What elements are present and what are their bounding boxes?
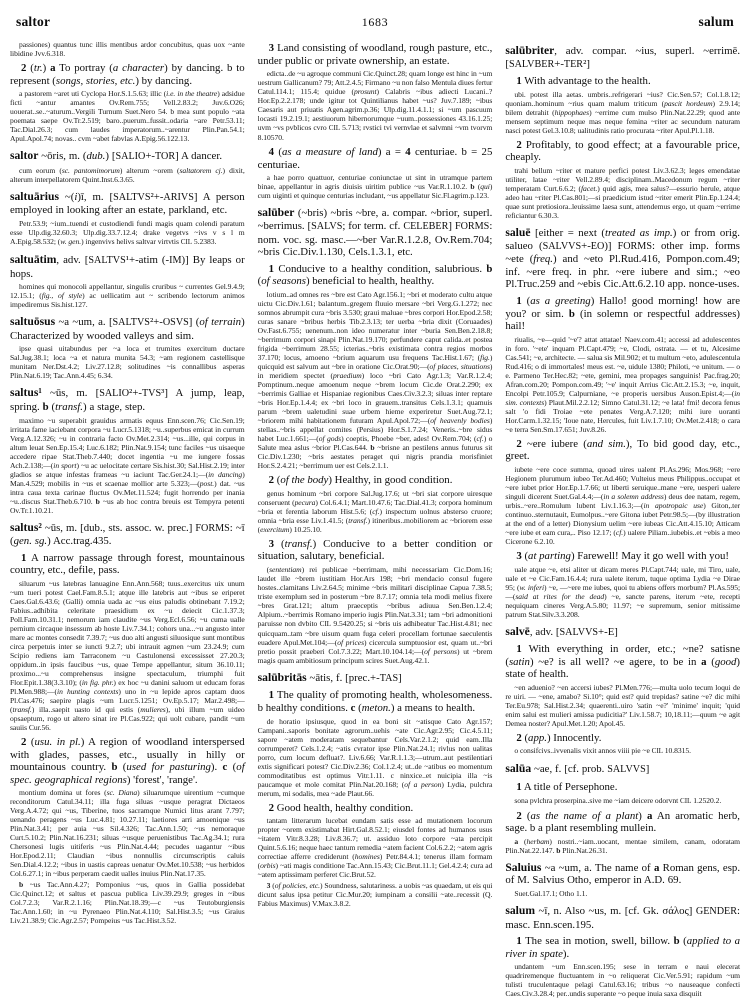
citation-block: riualis, ~e—quid '~e'? attat attatae! Naev.com.41; accessi ad adulescentes in foro. '~ete' inquam Pl.Capt.479; ~e, Clodi, ostrata. — et tu, Alcesime Cas.541; ~e, architecte. — salua sis Mil.902; et tu multum ~eto, adulescentula Rud.416; o di immortales! meus est. ~e, uidule 1380; Philoti, ~e unitum. — o e. Parmeno Ter.Hec.82; ~ete, gemini, mea propages sanguinis! Pac.frag.20; Afran.com.20; Pompon.com.49; '~e' inquit Arrius Cic.Att.2.15.3; ~e, inquit, Encolpi Petr.105.9; Calpurniane, ~e properis uersibus Auson.Epist.4;—(in sim. contexts) Plaut.Mil.2.2.12; Simno Catul.31.12; ~e lata! fmi! decora fenus salt 'o fidi Troiae ~ete penates Verg.A.7.120; mihi iure uoranti Hor.Carm.1.32.15; 'Ioue nate, Hercules, fuit Liv.1.7.10; Ov.Met.2.418; o cara ~e terra Sen.Sm.17.651; Juv.8.26. <box>505 334 741 434</box>
citation-block: (sententiam) rei publicae ~berrimam, mihi necessariam Cic.Dom.16; laudet ille ~brem iustitiam Hor.Ars 198; ~bri mendacio consul fugere hostes..clamitans Liv.2.64.5; minime ~bris militari disciplinae Capua 7.38.5; triste exemplum sed in posterum ~bre 8.7.17; omnia tela modi melius fixere ~bres Grat.121; altum praeceptis ~bribus adiuua Sen.Ben.1.2.4; Alpium..~berrimis Romano imperio iugis Plin.Nat.3.31; tam ~bri admonitioni paruisse non dvbito CIL 9.5420.25; si ~bris uis adhibeatur Tac.Hist.4.81; nec quicquam..tam ~bre uisum quam fuga celeri procellam fortunae saeculentis euadere Apul.Met.104;—(of prices) cicercula sumptuosior est, quam ut..~bri pretio possit praeberi Col.7.3.22; Mart.10.104.14;—(of persons) ut ~brem magis quam ambitiosum principum scires Suet.Aug.42.1. <box>257 564 493 665</box>
citation-block: undantem ~um Enn.scen.195; sese in terram e naui elecerat quadriremenque fluctuantem in ~o reliquerat Cic.Ver.5.91; rapidum ~um tulisti truculentaque pelagi Catul.63.16; tribus ~o nauseaque confecti Caes.Civ.3.28.4; per..undis superante ~o peque inuia saxa disquiit <box>505 962 741 998</box>
citation-block: siluarum ~us latebras lanuagine Enn.Ann.568; tuus..exercitus uix unum ~um tueri potest Cael.Fam.8.5.1; atque ille latebris aut ~ibus se eriperet Caes.Gal.6.43.6; (Galli) omnia uada ac ~us eius paludis obtinebant 7.19.2; Fabius..adhibita celeritate praesidium ex ~u deiecit Cic.1.37.3; Poll.Fam.10.31.1; nemorum iam claudite ~us Verg.Ecl.6.56; ~u cuma ualle pernium circaque insessum ab hoste Liv.7.34.1; cohors una...~u angusto inter mare ac montes consedit 7.39.7; ~us duo alti angusti siluosique sunt montibus circa perpetuis inter se iuncti 9.2.7; ubi intrauit agmen ~um 23.24.9; cum Scipio rediens iam Tarraconem ~u Castulonensi excessisset 27.20.3; oppidum..in ipsis faucibus ~us, quae Tempe appellantur, situm 36.10.11; proximo...~u comprehensus insigne spectaculum, triumphi fuit Flor.Epit.1.38(3.3.10); (in fig. phr.) ex hoc ~u danini saluom ut educam foras Pl.Men.988;—(in hunting contexts) uno in ~u lepide apros captam duos Pl.Cas.476; saepire plagis ~um Lucr.5.1251; Ov.Ep.5.17; Mar.2.498;—(transf.) illa..saepit uasto id qui estis (mulieres), ubi illum ~um uideo opsaeptum, rogo ut altero sinat ire Pl.Cas.922; qui uolt cubare, pandit ~um sauiis Cur.56. <box>10 578 245 732</box>
citation-block: 3 (of policies, etc.) Soundness, salutariness. a uobis ~as quaedam, ut eis qui dicunt salus ipsa petitur Cic.Mur.20; iumpinam a consilii ~ate..recessit (Q. Fabius Maximus) V.Max.3.8.2. <box>257 881 493 909</box>
sense-definition: 1 Conducive to a healthy condition, salubrious. b (of seasons) beneficial to health, healthy. <box>257 262 493 288</box>
entry-headword-line <box>505 763 740 777</box>
headword-grammar: ~ūs, m. [SALIO²+-TVS³] A jump, leap, spring. b (transf.) a stage, step. <box>10 387 245 413</box>
text-column-middle <box>258 38 493 963</box>
headword: salvē <box>505 624 530 638</box>
citation-block: passiones) quantus tunc illis mentibus ardor concubitus, quas uox ~ante libidine Jvv.6.318. <box>10 40 245 58</box>
headword: saltor <box>10 149 39 163</box>
headword-grammar: , adv. compar. ~ius, superl. ~errimē. [SALVBER+-TER²] <box>505 45 741 70</box>
headword-grammar: [either = next (treated as imp.) or from orig. salueo (SALVVS+-EO)] FORMS: other imp. forms ~ete (freq.) and ~eto Pl.Rud.416, Pompon.com.49; inf. ~ere freq. in phr. ~ere iubere and sim.; ~eo Pl.Truc.259 and ~ebis Cic.Att.6.2.10 app. nonce-uses. <box>505 226 741 291</box>
headword-grammar: ~ūs, m. [dub., sts. assoc. w. prec.] FORMS: ~ī (gen. sg.) Acc.trag.435. <box>10 521 245 548</box>
headword: salūa <box>505 762 532 776</box>
page-number: 1683 <box>361 15 389 29</box>
citation-block: ubi. potest illa aetas. umbris..refrigerari ~ius? Cic.Sen.57; Col.1.8.12; quoniam..hominum ~rius quam malum triticum (pascit hordeum) 2.9.14; bilem detrahit (hippophaes) ~errime cum mulso Plin.Nat.22.29; quod ante mensem septimum neque mas neque femina ~riter ac secundum naturam nasci potest Gel.3.10.8; ualitudinis ratio procurata ~riter Apul.Pl.1.18. <box>505 89 741 135</box>
citation-block: lotium..ad omnes res ~bre est Cato Agr.156.1; ~bri et moderato cultu atque uictu Cic.Div.1.61; balantum..gregem fluuio mersare ~bri Verg.G.1.272; nec somnos abrumpit cura ~bris 3.530; graui maluae ~bres corpori Hor.Epod.2.58; curas sanare ~bribus herbis Tib.2.3.13; ter uerba ~bria dixit (Coruaades) Ov.Fast.6.755; uenenum..non ideo numeratur inter ~buria Sen.Ben.2.18.8; ~berrimum corpori sinapi Plin.Nat.19.170; perfundere caput calida..et postea frigida ~berrimum 28.55; icterias..~bris existimata contra regios morbos 37.170; locus, amoeno ~brium aquarum usu frequens Tac.Hist.1.67; (fig.) quicquid est salvum aut ~bre in oratione Cic.Orat.90;—(of places, situations) in meridiem spectet (praedium) loco ~bri Cato Agr.1.3; Var.R.1.2.4; Pomptinum..neque amoenum neque ~brem locum Cic.de Orat.2.290; ex ~berrimis Galliae et Hispaniae regionibus Caes.Civ.3.2.3; siluas inter reptare ~bris Hor.Ep.1.4.4; ex ~bri loco in grauem..transitus Cels.1.3.1; quamuis parum ~brem ualetudini suae urbem hieme experiretur Suet.Aug.72.1; ~briorem mihi habitationem futuram Apul.Apol.72;—(of heavenly bodies) stellas..~bris appellat comites (Persius) Hor.S.1.7.24; Veneris..~bre sidus habet Luc.1.661;—(of gods) coeptis, Phoebe ~ber, ades! Ov.Rem.704; (cf.) o Salute mea aslus ~brior Pl.Cas.644. b ~brisne an pestilens annus futurus sit Cic.Div.1.230; ~bris aestates peraget qui nigris prandia morisfiniet Hor.S.2.4.21; ~berrimum uer est Cels.2.1.1. <box>257 289 493 470</box>
entry-headword-line <box>10 387 245 413</box>
citation-block: sona pvlchra proserpina..sive me ~iam deicere odorvnt CIL 1.2520.2. <box>514 795 722 805</box>
sense-definition: 2 Profitably, to good effect; at a favourable price, cheaply. <box>505 138 741 164</box>
citation-block: a hae porro quattuor, centuriae coniunctae ut sint in utramque partem binae, appellantur in agris diuisis uiritim publice ~us Var.R.1.10.2. b (qui) cum uiginti et quinque centurias includant, ~us appellatur Sic.Fl.agrim.p.123. <box>257 173 493 201</box>
headword-grammar: ~ōris, m. (dub.) [SALIO+-TOR] A dancer. <box>38 150 223 163</box>
citation-block: ipse quasi uitabundus per ~a loca et trumites exercitum ductare Sal.Jug.38.1; loca ~a et natura munita 54.3; ~am regionem castellisque munitam Ner.Dst.4.2; Liv.27.12.8; solitudines ~is connallibus asperas Plin.Nat.6.19; Tac.Ann.4.45; 6.34. <box>10 344 245 381</box>
entry-headword-line <box>10 522 245 548</box>
sense-definition: 1 With advantage to the health. <box>516 75 651 88</box>
sense-definition: 2 (as the name of a plant) a An aromatic herb, sage. b a plant resembling mullein. <box>505 809 741 835</box>
headword-grammar: ~(i)ī, m. [SALTVS²+-ARIVS] A person employed in looking after an estate, parkland, etc. <box>10 190 245 217</box>
sense-definition: 2 (app.) Innocently. <box>516 731 602 744</box>
column-container <box>10 38 741 998</box>
headword: saltuārius <box>10 189 59 203</box>
sense-definition: 2 Good health, healthy condition. <box>268 801 414 814</box>
headword: salūber <box>257 206 295 220</box>
headword-grammar: , adv. [SALVVS+-E] <box>529 625 618 638</box>
sense-definition: 2 (usu. in pl.) A region of woodland interspersed with glades, passes, etc., usually in hilly or mountainous country. b (used for pasturing). c (of spec. geographical regions) 'forest', 'range'. <box>10 735 245 786</box>
headword-grammar: ~ātis, f. [prec.+-TAS] <box>306 671 402 684</box>
citation-block: edicta..de ~u agroque communi Cic.Quinct.28; quam longe est hinc in ~um uestrum Gallicanum? 79; Att.2.4.5; Firmano ~u non falso Mentula diues fertur Catul.114.1; 115.4; quidue (prosunt) Calabris ~ibus adiecti Lucani..? Hor.Ep.2.2.178; unde igitur tot Quintilianus habet ~us? Juv.7.189; ~ibus Caesaris aut priuatis Agen.agrim.p.36; Ulp.dig.11.4.1.1; si ~um pascuum locasti 19.2.19.1; aestiuorum hibernorumque ~uum..possessiones 43.16.1.25; uvm ~vs pvblicos cvro CIL 5.713; rvstici tvi vernvlae et salvmni ~vm tvorvm 8.10570. <box>257 69 493 143</box>
headword-grammar: ~a ~um, a. [SALTVS²+-OSVS] (of terrain) Characterized by wooded valleys and sim. <box>10 316 245 342</box>
citation-block: montium domina ut fores (sc. Diana) siluarumque uirentium ~cumque reconditorum Catul.34.11; illa fuga siluas ~usque peragrat Dictaeos Verg.A.4.72; qui ~us, Tiberine, tuos sacramque Numici litus arant 7.797; uenando peragens ~us Luc.4.81; 10.27.11; laetiores arri amoenique ~us Plin.Nat.3.41; per auia ~us Sil.4.326; Tac.Ann.1.50; ~us nemoraque Curt.5.10.2; Plin.Nat.16.231; siluas ~usque peruenistibus Tac.Ag.34.1; rura Chersonesi lugis uitiferis ~us Plin.Nat.4.44; pecudes uagantur ~ibus Hor.Epod.2.11; Claudian ~ibus nonnullis circumscriptis caluis Sen.Dial.4.12.2; ~ibus in uastis capreas uenatur Ov.Met.10.538; ~us herbidos Col.6.27.1; in ~ibus perperam caedit ualles inuius Plin.Nat.17.35. <box>10 788 245 879</box>
headword: salum <box>505 904 535 918</box>
headword: Saluius <box>505 860 542 874</box>
sense-definition: 3 Land consisting of woodland, rough pasture, etc., under public or private ownership, an estate. <box>257 42 493 67</box>
entry-headword-line <box>258 207 493 258</box>
running-head-left: saltor <box>16 14 51 29</box>
sense-definition: 2 ~ere iubere (and sim.), To bid good day, etc., greet. <box>505 437 741 463</box>
entry-headword-line <box>505 905 740 931</box>
citation-block: Petr.53.9; ~ium..tuendi et custodiendi fundi magis quam colendi paratum esse Ulp.dig.32.60.3; Ulp.dig.33.7.12.4; drake vegetvs ~ivs v s l m A.Epig.58.532; (w. gen.) ingenvivs helivs saltvar virtvtis CIL 5.2383. <box>10 218 245 246</box>
citation-block: tantam litterarum lucebat eundam satis esse ad mutationem locorum propter ~orem existimabat Hirt.Gal.8.52.1; eiusdel fontes ad humanos usus ~itatem Vitr.8.3.28; Liv.8.36.7; ut. assiduo loto corpore ~ata percipit Quint.5.6.16; neque haec tantum remedia ~atem facient Col.6.2.2; ~atem agris correctiae afferre crediderunt (homines) Petr.84.4.1; tenerus illam formam (orbis) ~ati magis conditione Tac.Ann.15.43; Cic.Brut.11.1; Gel.4.2.4; cura ad ~atem aptissimam perferet Cic.Brut.52. <box>257 816 493 880</box>
running-head-right: salum <box>698 14 734 29</box>
sense-definition: 1 The sea in motion, swell, billow. b (applied to a river in spate). <box>505 935 741 960</box>
sense-definition: 3 (at parting) Farewell! May it go well with you! <box>516 549 729 562</box>
headword: saltuōsus <box>10 315 56 329</box>
citation-block: maximo ~u superabit grauidus armatis equus Enn.scen.76; Cic.Sen.19; irritata fame iaciebant corpora ~u Lucr.5.1318; ~u..superbus emicat in currum Verg.A.12.326; ~u in contraria facto Ov.Met.2.314; ~us...ille, qui corpus in altum leuat Sen.Ep.15.4; Luc.6.182; Plin.Nat.9.154; tunc faciles ~us uisaeque accedere ripae Stat.Theb.7.440; docet ingentia ~u me iungere fossas Ach.2.138;—(in sport) ~u ac uelocitate certare Sis.hist.30; Sal.Hist.2.19; inter gladios se atque infestas frameas ~u iaciunt Tac.Ger.24.1;—(in dancing) Man.4.529; mobilis in ~us et scaenae mollior arte 5.323;—(post.) dat. ~us intra caua texta carinae fluctus Ov.Met.11.524; fugit horrendo per inania ~u..discus Stat.Theb.6.710. b ~us ab hoc contra breuis est Tempyra petenti Ov.Tr.1.10.21. <box>10 415 245 515</box>
headword-grammar: ~ae, f. [cf. prob. SALVVS] <box>531 763 650 776</box>
citation-block: a pastorem ~aret uti Cyclopa Hor.S.1.5.63; illic (i.e. in the theatre) adsidue ficti ~antur amantes Ov.Rem.755; Vell.2.83.2; Juv.6.O26; uouerat..se..~aturum..Vergili Turnum Suet.Nero 54. b mea sunt populo ~ata poemata saepe Ov.Tr.2.519; baro..puerum..fussit..odaria ~are Petr.53.11; Tac.Dial.26.3; cum laudes imperatorum..~arentur Plin.Pan.54.1; Apul.Apol.74; novas.. cvm ~abet fabvlas A.Epig.56.122.13. <box>10 89 245 144</box>
sense-definition: 1 (as a greeting) Hallo! good morning! how are you? or sim. b (in solemn or respectful addresses) hail! <box>505 294 741 333</box>
text-column-right <box>505 38 741 998</box>
citation-block: uale atque ~e, etsi aliter ut dicam meres Pl.Capt.744; uale, mi Tiro, uale, uale et ~e Cic.Fam.16.4.4; rura ualete iterum, tuque optima Lydia ~e Dirae 95; (w. inferi) ~e, —~ere me iubes, quoi tu abiens offers morbum? Pl.As.595;—(said at rites for the dead) ~e, sancte parens, iterum ~ete, recepti nequiquam cineres Verg.A.5.80; 11.97; ~e supremum, senior mitissime patrum Stat.Silv.3.3.208. <box>505 564 741 619</box>
citation-block: o consifcivs..ivvenalis vixit annos viiii pie ~e CIL 10.8315. <box>514 746 691 756</box>
headword: salūbriter <box>505 44 555 57</box>
citation-block: cum eorum (sc. pantomimorum) alterum ~orem (saltatorem cj.) dixit, alterum interpellatorem Quint.Inst.6.3.65. <box>10 165 245 184</box>
headword-grammar: , adv. [SALTVS¹+-atim (-IM)] By leaps or hops. <box>10 253 245 280</box>
entry-headword-line <box>505 45 740 71</box>
entry-headword-line <box>505 626 740 640</box>
headword-grammar: (~bris) ~bris ~bre, a. compar. ~brior, superl. ~berrimus. [SALVS; for term. cf. CELEBER] FORMS: nom. voc. sg. masc.—~ber Var.R.1.2.8, Ov.Rem.704; ~bris Cic.Div.1.130, Cels.1.3.1, etc. <box>257 207 493 259</box>
citation-block: trahi bellum ~riter et mature perfici potest Liv.3.62.3; leges emendatae utiliter, latae ~riter Vell.2.89.4; disciplinam..Macedonum regum ~riter temperatam Curt.6.6.2; (facet.) quid agis, mea salus?—essurio herule, atque adeo hau ~riter Pl.Cas.801;—si praedicium istud ~riter emerit Plin.Ep.1.24.4; quae sunt pretiosiora..leuissime laesa sunt, attendemus ergo, ut quam ~errime reficiantur 6.30.3. <box>505 165 741 220</box>
entry-headword-line <box>10 150 245 164</box>
citation-block: Suet.Gal.17.1; Otho 1.1. <box>514 889 588 899</box>
citation-block: de horatio ipsiusque, quod in ea boni sit ~atisque Cato Agr.157; Campani..saporis bonitate agrorum..uehis ~ate Cic.Agr.2.95; Cic.4.5.11; sapore ~atem moderatam sequebantur Cels.Var.2.1.2; quid eam..Illa corrumperet? Cels.1.2.4; ~atis cvrator ipse Plin.Nat.24.1; rivlus non ualitas porro, cum locum defluat?. Liv.6.66; Var.R.1.1.3;—utrum..aut pestilentiari extis significari potest? Cic.Div.2.36; Col.1.2.4; ut..de ~atibus eo momentum commoditatibus est optimus Vitr.1.11. c ninxice..et nuicipia illa ~is paucamque et mole comitat Plin.Nat.20.168; (of a person) Lydia, pulchra merum, mi sodalis, mea ~ade Plaut.66. <box>257 716 493 798</box>
entry-headword-line <box>505 227 740 291</box>
headword: saltus² <box>10 520 42 534</box>
entry-headword-line <box>10 254 245 280</box>
headword: saltuātim <box>10 252 57 266</box>
sense-definition: 3 (transf.) Conducive to a better condition or situation, salutary, beneficial. <box>257 537 493 563</box>
citation-block: genus hominum ~bri corpore Sal.Jug.17.6; ut ~bri siat corpore uiresque conseruent (pecura) Col.6.4.1; Mart.10.47.6; Tac.Dial.41.3; corpora hominum ~bria et ferentia laborum Hist.5.6; (cf.) inspectum uolnus absterso cruore; omnia ~bria esse Liv.1.41.5; (transf.) itineribus..mobiliorem ac ~briorem esse (exercitum) 10.25.10. <box>257 488 493 534</box>
headword: salūbritās <box>257 670 307 684</box>
entry-headword-line <box>10 316 245 342</box>
headword: saltus¹ <box>10 386 42 400</box>
citation-block: a (herbam) nostri..~iam..uocant, mentae similem, canam, odoratam Plin.Nat.22.147. b Plin.Nat.26.31. <box>505 836 741 855</box>
sense-definition: 1 A narrow passage through forest, mountainous country, etc., defile, pass. <box>10 551 245 577</box>
text-column-left <box>10 38 245 963</box>
headword-grammar: ~ī, n. Also ~us, m. [cf. Gk. σάλος] GENDER: masc. Enn.scen.195. <box>505 905 741 931</box>
entry-headword-line <box>258 672 493 686</box>
sense-definition: 1 With everything in order, etc.; ~ne? satisne (satin) ~e? is all well? ~e agere, to be in a (good) state of health. <box>505 643 741 681</box>
citation-block: homines qui monocoli appellantur, singulis cruribus ~ currentes Gel.9.4.9; 12.15.1; (fig., of style) ac uellicatim aut ~ scribendo lectorum animos impediremus Sis.hist.127. <box>10 282 245 310</box>
sense-definition: 1 The quality of promoting health, wholesomeness. b healthy conditions. c (meton.) a means to health. <box>257 689 493 714</box>
sense-definition: 1 A title of Persephone. <box>516 781 618 794</box>
sense-definition: 4 (as a measure of land) a = 4 centuriae. b = 25 centuriae. <box>257 146 493 171</box>
running-head <box>10 14 740 32</box>
sense-definition: 2 (of the body) Healthy, in good condition. <box>268 473 453 486</box>
citation-block: b ~us Tac.Ann.4.27; Pomponius ~us, quos in Gallia possidebat Cic.Quinct.12; et saltus et pascua publica Liv.39.29.9; greges in ~ibus Col.7.2.3; Var.R.2.1.16; Plin.Nat.18.39;—c ~us Teutoburgiensis Tac.Ann.1.60; in ~u Pyrenaeo Plin.Nat.4.110; Sal.Hist.3.5; ~us Graius Liv.21.38.9; Cic.Agr.2.57; Pompeius ~us Tac.Hist.3.52. <box>10 880 245 926</box>
citation-block: iubete ~ere coce summa, quoad uires ualent Pl.As.296; Mos.968; ~ere Hegionem plurumum iubeo Ter.Ad.460; Vulteius meus Philippus..occupat et ~ere iubet prior Hor.Ep.1.7.66; ut liberti seruique..mane ~ere, uesperi ualere singuli dicerent Suet.Gal.4.4;—(in a solemn address) deus dee natam, regem, urbis..~ere..Romulum lubent Liv.1.16.3;—(in apotropaic use) Giton,.ter continuo..sternutauit, Eumolpus..~ere Gitona iubet Petr.98.5;—(by illustration at the end of a letter) Dionysium uelim ~ere iubeas Cic.Att.4.15.10; Atticam ~ere iube et eam cura,.. Piso 12.17; (cf.) ualere Piliam..iubebis..et ~ebis a meo Cicerone 6.2.10. <box>505 464 741 546</box>
citation-block: ~en aduenio? ~en accersi iubes? Pl.Men.776;—multa uolo tecum loqui de re uiri. — ~ene, amabo? Si.10°; quid est? quid trepidas? satine ~e? dic mihi Ter.Eu.978; Sal.Hist.2.34; quaerenti..uiro 'satin ~e?' 'minime' inquit; 'quid enim salui est mulieri amissa pudicitia?' Liv.1.58.7; 10,18.11;—quum ~e agit Demea noster? Apul.Met.1.20; Apol.45. <box>505 682 741 728</box>
entry-headword-line <box>10 191 245 217</box>
entry-headword-line <box>505 862 740 887</box>
sense-definition: 2 (tr.) a To portray (a character) by dancing. b to represent (songs, stories, etc.) by dancing. <box>10 62 245 87</box>
headword-grammar: ~a ~um, a. The name of a Roman gens, esp. of M. Salvius Otho, emperor in A.D. 69. <box>505 861 741 887</box>
headword: saluē <box>505 225 531 239</box>
